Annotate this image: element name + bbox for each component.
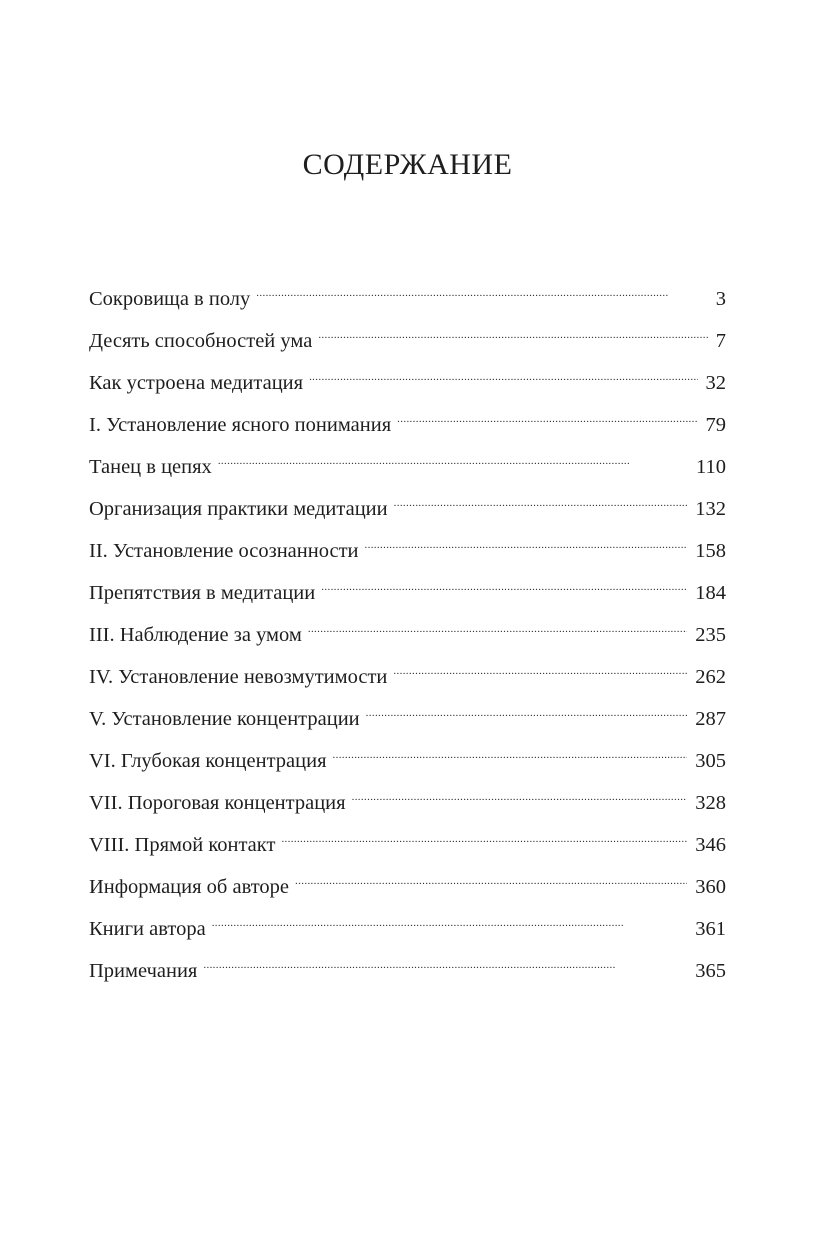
toc-entry-page-number: 328 bbox=[695, 792, 726, 814]
toc-entry bbox=[89, 437, 726, 479]
toc-entry-page-number: 360 bbox=[695, 876, 726, 898]
toc-entry-label: V. Установление концентрации bbox=[89, 708, 360, 730]
dot-leader bbox=[394, 479, 688, 515]
toc-entry-label: Препятствия в медитации bbox=[89, 582, 316, 604]
toc-entry bbox=[89, 689, 726, 731]
toc-entry-label: VIII. Прямой контакт bbox=[89, 834, 276, 856]
toc-entry-label: III. Наблюдение за умом bbox=[89, 624, 302, 646]
toc-entry-label: Танец в цепях bbox=[89, 456, 212, 478]
dot-leader bbox=[397, 395, 697, 431]
toc-entry-label: Книги автора bbox=[89, 918, 206, 940]
toc-entry bbox=[89, 815, 726, 857]
toc-entry-page-number: 287 bbox=[695, 708, 726, 730]
dot-leader bbox=[309, 353, 697, 389]
toc-entry-label: II. Установление осознанности bbox=[89, 540, 359, 562]
toc-entry-page-number: 361 bbox=[695, 918, 726, 940]
dot-leader bbox=[365, 521, 688, 557]
toc-entry-page-number: 7 bbox=[715, 330, 726, 352]
toc-entry bbox=[89, 353, 726, 395]
toc-entry-page-number: 158 bbox=[695, 540, 726, 562]
dot-leader bbox=[281, 815, 687, 851]
dot-leader bbox=[393, 647, 687, 683]
toc-entry bbox=[89, 647, 726, 689]
toc-entry bbox=[89, 605, 726, 647]
toc-entry-page-number: 346 bbox=[695, 834, 726, 856]
toc-entry-page-number: 365 bbox=[695, 960, 726, 982]
toc-entry bbox=[89, 563, 726, 605]
dot-leader bbox=[308, 605, 687, 641]
toc-entry-page-number: 79 bbox=[705, 414, 726, 436]
toc-entry bbox=[89, 731, 726, 773]
toc-entry-label: Десять способностей ума bbox=[89, 330, 313, 352]
toc-entry-label: Информация об авторе bbox=[89, 876, 290, 898]
toc-entry-page-number: 235 bbox=[695, 624, 726, 646]
toc-entry-label: Сокровища в полу bbox=[89, 288, 251, 310]
toc-entry-page-number: 3 bbox=[715, 288, 726, 310]
toc-entry-label: Примечания bbox=[89, 960, 198, 982]
toc-entry-page-number: 132 bbox=[695, 498, 726, 520]
dot-leader bbox=[333, 731, 688, 767]
toc-entry-label: VII. Пороговая концентрация bbox=[89, 792, 346, 814]
dot-leader bbox=[256, 269, 707, 305]
dot-leader bbox=[352, 773, 688, 809]
toc-entry bbox=[89, 311, 726, 353]
toc-entry-page-number: 262 bbox=[695, 666, 726, 688]
dot-leader bbox=[366, 689, 688, 725]
toc-entry-label: Как устроена медитация bbox=[89, 372, 304, 394]
toc-entry bbox=[89, 269, 726, 311]
toc-entry bbox=[89, 395, 726, 437]
table-of-contents bbox=[89, 269, 726, 983]
toc-entry-page-number: 184 bbox=[695, 582, 726, 604]
toc-entry bbox=[89, 899, 726, 941]
toc-entry bbox=[89, 773, 726, 815]
page-title: СОДЕРЖАНИЕ bbox=[302, 148, 513, 181]
toc-entry-label: IV. Установление невозмутимости bbox=[89, 666, 388, 688]
dot-leader bbox=[218, 437, 688, 473]
dot-leader bbox=[203, 941, 687, 977]
dot-leader bbox=[295, 857, 687, 893]
toc-entry-label: Организация практики медитации bbox=[89, 498, 388, 520]
toc-entry bbox=[89, 521, 726, 563]
dot-leader bbox=[321, 563, 687, 599]
toc-entry-page-number: 32 bbox=[705, 372, 726, 394]
toc-entry-page-number: 110 bbox=[696, 456, 726, 478]
toc-entry-label: VI. Глубокая концентрация bbox=[89, 750, 327, 772]
toc-entry-page-number: 305 bbox=[695, 750, 726, 772]
toc-entry bbox=[89, 941, 726, 983]
dot-leader bbox=[318, 311, 707, 347]
toc-entry bbox=[89, 479, 726, 521]
toc-entry-label: I. Установление ясного понимания bbox=[89, 414, 392, 436]
toc-entry bbox=[89, 857, 726, 899]
dot-leader bbox=[212, 899, 688, 935]
